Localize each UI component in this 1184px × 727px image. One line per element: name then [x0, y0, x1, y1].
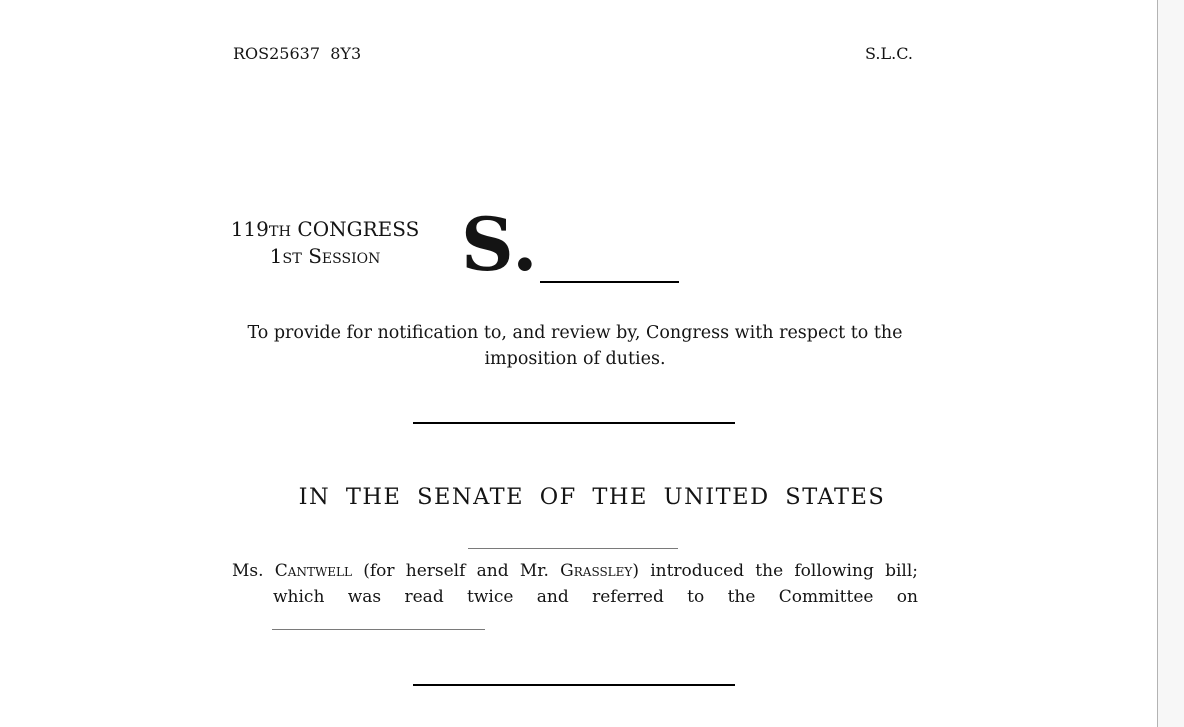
sponsor-paragraph [232, 559, 918, 610]
date-blank-line [468, 548, 678, 549]
cosponsor-prefix: Mr. [519, 561, 561, 581]
official-title-line1: To provide for notification to, and review by, Congress with respect to the [247, 323, 903, 343]
official-title-line2: imposition of duties. [484, 348, 666, 369]
official-title [232, 321, 918, 372]
committee-blank-line [272, 629, 485, 630]
sponsor-prefix: Ms. [232, 561, 275, 581]
sponsor-mid-text: (for herself and [352, 561, 520, 581]
senate-caption: IN THE SENATE OF THE UNITED STATES [298, 484, 886, 510]
congress-ordinal: TH [268, 224, 292, 240]
session-line [222, 244, 428, 271]
sponsor-name-cantwell: Cantwell [274, 561, 352, 581]
congress-number: 119 [230, 217, 269, 241]
congress-session-block [222, 217, 428, 271]
sponsor-line1 [232, 559, 918, 585]
bill-designation: S. [461, 202, 539, 288]
horizontal-rule-top [413, 422, 735, 424]
session-number: 1 [269, 244, 283, 268]
bill-number-blank-line [540, 281, 679, 283]
congress-label: CONGRESS [291, 217, 420, 241]
session-ordinal: ST [282, 251, 302, 267]
horizontal-rule-bottom [413, 684, 735, 686]
sponsor-end-text: ) introduced the following bill; [632, 561, 918, 581]
page-edge-strip [1157, 0, 1184, 727]
session-label: Session [301, 244, 381, 268]
slc-code: S.L.C. [865, 44, 913, 63]
cosponsor-name-grassley: Grassley [560, 561, 633, 581]
congress-line [222, 217, 428, 244]
sponsor-line2: which was read twice and referred to the Committee on [273, 586, 918, 607]
control-number: ROS25637 8Y3 [233, 44, 362, 63]
